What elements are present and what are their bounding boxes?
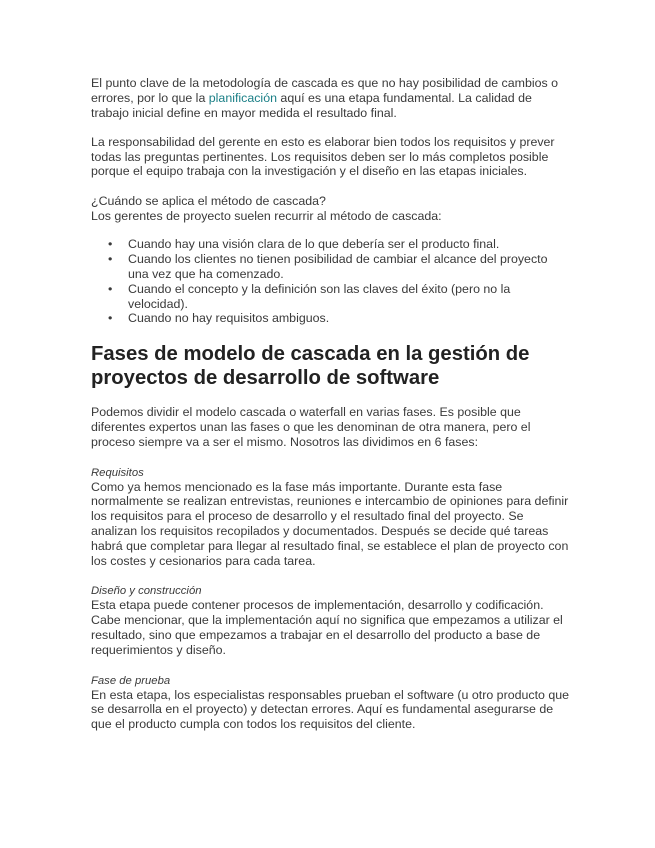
phase-prueba [91, 674, 571, 732]
document-page [91, 76, 571, 732]
phase-title: Requisitos [91, 466, 144, 479]
paragraph-text: aquí es una etapa fundamental. La calidad de trabajo inicial define en mayor medida el resultado final. [91, 90, 532, 120]
phase-body: Como ya hemos mencionado es la fase más importante. Durante esta fase normalmente se realizan entrevistas, reuniones e intercambio de opiniones para definir los requisitos para el proceso de desarrollo y el resultado final del proyecto. Se analizan los requisitos recopilados y documentados. Después se decide qué tareas habrá que completar para llegar al resultado final, se establece el plan de proyecto con los costes y cesionarios para cada tarea. [91, 479, 569, 568]
phase-diseno-construccion [91, 584, 571, 657]
bullet-item: • Cuando hay una visión clara de lo que debería ser el producto final. [128, 237, 571, 252]
section-intro: Podemos dividir el modelo cascada o waterfall en varias fases. Es posible que diferentes expertos unan las fases o que les denominan de otra manera, pero el proceso siempre va a ser el mismo. Nosotros las dividimos en 6 fases: [91, 405, 531, 449]
bullet-item: • Cuando no hay requisitos ambiguos. [128, 311, 571, 326]
phase-title: Diseño y construcción [91, 585, 202, 598]
paragraph-waterfall-key-point [91, 76, 571, 120]
question-followup: Los gerentes de proyecto suelen recurrir al método de cascada: [91, 208, 442, 223]
section-heading-phases: Fases de modelo de cascada en la gestión de proyectos de desarrollo de software [91, 343, 530, 389]
phase-requisitos [91, 466, 571, 569]
paragraph-text: El punto clave de la metodología de cascada es que no hay posibilidad de cambios o errores, por lo que la [91, 76, 559, 105]
phase-body: En esta etapa, los especialistas responsables prueban el software (u otro producto que se desarrolla en el proyecto) y detectan errores. Aquí es fundamental asegurarse de que el producto cumpla con todos los requisitos del cliente. [91, 687, 570, 732]
bullet-item: • Cuando los clientes no tienen posibilidad de cambiar el alcance del proyecto una vez que ha comenzado. [128, 252, 571, 282]
bullet-item: • Cuando el concepto y la definición son las claves del éxito (pero no la velocidad). [128, 282, 571, 312]
paragraph-manager-responsibility: La responsabilidad del gerente en esto es elaborar bien todos los requisitos y prever todas las preguntas pertinentes. Los requisitos deben ser lo más completos posible porque el equipo trabaja con la investigación y el diseño en las etapas iniciales. [91, 134, 555, 179]
question-when-applies: ¿Cuándo se aplica el método de cascada? [91, 193, 326, 208]
phase-body: Esta etapa puede contener procesos de implementación, desarrollo y codificación. Cabe mencionar, que la implementación aquí no significa que empezamos a utilizar el resultado, sino que empezamos a trabajar en el desarrollo del producto a base de requerimientos y diseño. [91, 598, 563, 657]
planificacion-link[interactable]: planificación [208, 90, 277, 105]
bullet-list-when-to-use [91, 237, 571, 326]
phase-title: Fase de prueba [91, 674, 171, 687]
